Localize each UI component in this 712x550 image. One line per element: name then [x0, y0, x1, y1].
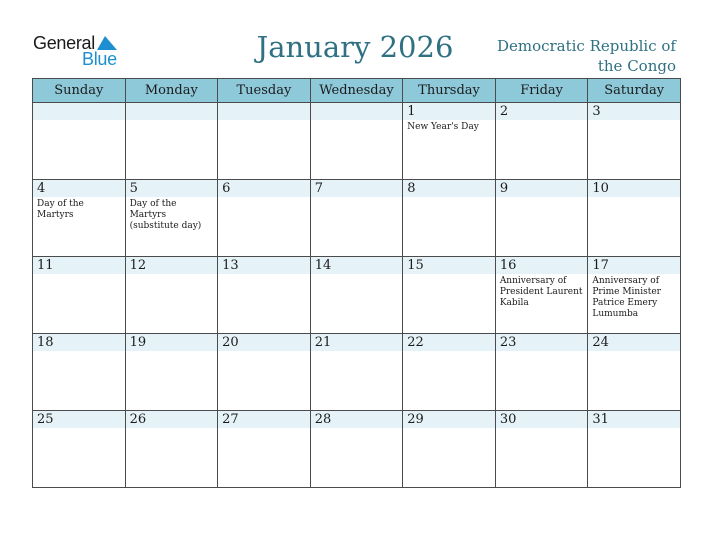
day-number: 21	[314, 335, 332, 350]
day-cell	[310, 257, 403, 334]
day-cell	[218, 257, 311, 334]
day-number-band	[311, 180, 403, 197]
weekday-tuesday: Tuesday	[218, 79, 311, 103]
day-number-band	[311, 103, 403, 120]
day-number: 7	[314, 181, 323, 196]
day-number-band	[496, 103, 588, 120]
day-number: 9	[499, 181, 509, 196]
holiday-label: Anniversary of President Laurent Kabila	[499, 276, 583, 308]
day-cell	[125, 257, 218, 334]
day-number-band	[588, 103, 680, 120]
day-cell	[310, 411, 403, 488]
day-cell	[495, 257, 588, 334]
day-number: 13	[222, 258, 239, 273]
day-cell	[33, 411, 126, 488]
day-cell	[588, 334, 681, 411]
country-line-1: Democratic Republic of	[496, 37, 676, 55]
day-number: 25	[37, 412, 54, 427]
day-number: 2	[499, 104, 509, 119]
week-row	[33, 411, 681, 488]
day-cell	[588, 180, 681, 257]
day-cell	[403, 411, 496, 488]
day-cell	[495, 411, 588, 488]
day-cell	[495, 180, 588, 257]
day-cell	[218, 103, 311, 180]
weekday-sunday: Sunday	[33, 79, 126, 103]
day-cell	[403, 180, 496, 257]
week-row	[33, 180, 681, 257]
day-number: 31	[592, 412, 609, 427]
week-row	[33, 257, 681, 334]
day-number: 11	[37, 258, 54, 273]
day-cell	[125, 334, 218, 411]
day-number: 16	[499, 258, 517, 273]
day-number: 3	[592, 104, 601, 119]
day-cell	[310, 334, 403, 411]
logo-text-general: General	[33, 33, 95, 53]
weekday-friday: Friday	[495, 79, 588, 103]
day-cell	[403, 103, 496, 180]
day-cell	[33, 103, 126, 180]
day-number: 20	[222, 335, 239, 350]
day-number-band	[33, 103, 125, 120]
week-row	[33, 334, 681, 411]
weekday-wednesday: Wednesday	[310, 79, 403, 103]
day-cell	[495, 103, 588, 180]
week-row	[33, 103, 681, 180]
weekday-header-row	[33, 79, 681, 103]
day-cell	[218, 334, 311, 411]
day-number: 1	[407, 104, 416, 119]
day-number: 30	[499, 412, 517, 427]
country-line-2: the Congo	[597, 57, 676, 75]
page-title: January 2026	[256, 30, 454, 64]
logo-text-blue: Blue	[82, 49, 117, 69]
day-cell	[125, 180, 218, 257]
day-number-band	[126, 103, 218, 120]
weekday-saturday: Saturday	[588, 79, 681, 103]
day-cell	[125, 103, 218, 180]
day-number: 6	[222, 181, 231, 196]
day-cell	[588, 411, 681, 488]
holiday-label: Anniversary of Prime Minister Patrice Emery Lumumba	[592, 276, 661, 319]
country-name	[480, 36, 676, 76]
day-number: 4	[37, 181, 46, 196]
day-number: 12	[129, 258, 147, 273]
day-number: 8	[407, 181, 416, 196]
day-cell	[495, 334, 588, 411]
day-cell	[310, 103, 403, 180]
day-number: 28	[314, 412, 332, 427]
day-number: 27	[222, 412, 239, 427]
day-cell	[33, 257, 126, 334]
logo-triangle-icon	[97, 36, 117, 50]
day-cell	[588, 103, 681, 180]
day-cell	[403, 334, 496, 411]
day-cell	[33, 180, 126, 257]
logo	[33, 33, 123, 69]
day-number-band	[403, 103, 495, 120]
day-number: 17	[592, 258, 609, 273]
day-number: 10	[592, 181, 609, 196]
day-number: 26	[129, 412, 147, 427]
day-number: 18	[37, 335, 54, 350]
day-number: 22	[407, 335, 424, 350]
day-cell	[218, 411, 311, 488]
day-number: 19	[129, 335, 147, 350]
day-cell	[588, 257, 681, 334]
day-number-band	[33, 180, 125, 197]
day-number-band	[126, 180, 218, 197]
day-cell	[403, 257, 496, 334]
calendar-grid	[32, 78, 681, 488]
weekday-monday: Monday	[125, 79, 218, 103]
day-number: 15	[407, 258, 424, 273]
day-cell	[33, 334, 126, 411]
day-number: 14	[314, 258, 332, 273]
day-cell	[218, 180, 311, 257]
day-number-band	[496, 180, 588, 197]
day-number: 5	[129, 181, 138, 196]
day-number: 23	[499, 335, 517, 350]
holiday-label: Day of the Martyrs (substitute day)	[129, 199, 202, 231]
day-number-band	[218, 180, 310, 197]
day-cell	[125, 411, 218, 488]
day-number: 29	[407, 412, 424, 427]
day-cell	[310, 180, 403, 257]
holiday-label: Day of the Martyrs	[37, 199, 84, 220]
day-number-band	[403, 180, 495, 197]
day-number: 24	[592, 335, 609, 350]
day-number-band	[218, 103, 310, 120]
weekday-thursday: Thursday	[403, 79, 496, 103]
holiday-label: New Year's Day	[407, 122, 479, 132]
